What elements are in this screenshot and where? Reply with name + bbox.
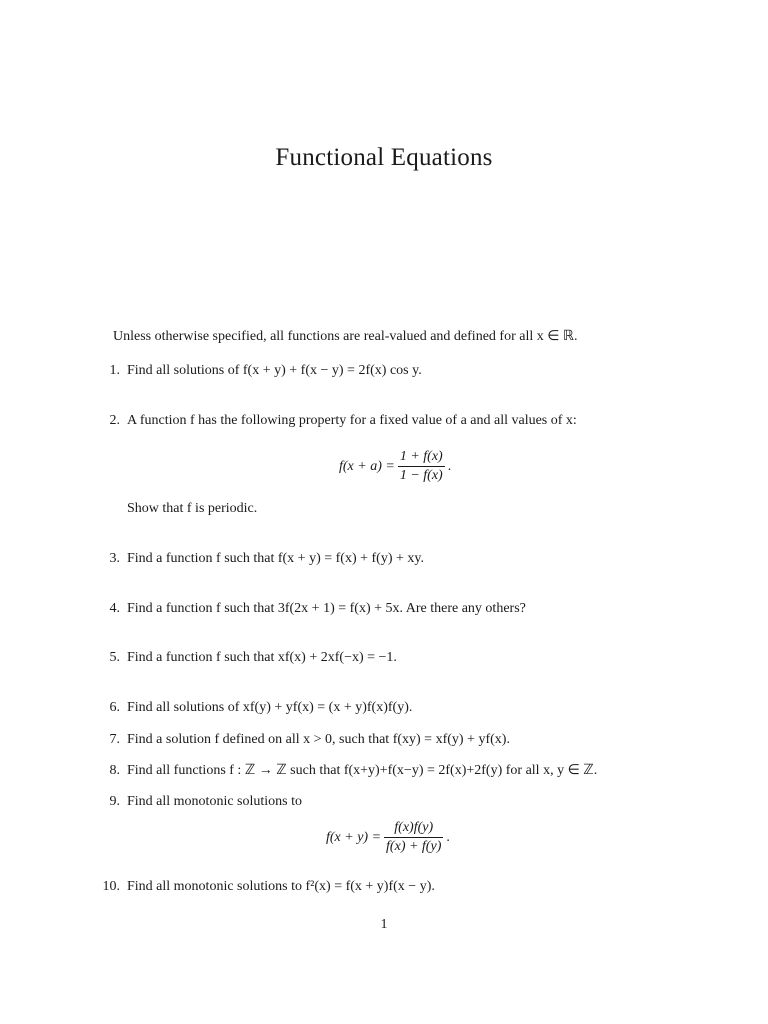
equation-end: . <box>446 829 450 845</box>
item-number: 6. <box>109 700 120 715</box>
display-equation <box>326 820 450 855</box>
page-number: 1 <box>380 917 388 932</box>
intro-text: Unless otherwise specified, all functions are real-valued and defined for all x ∈ ℝ. <box>113 329 578 344</box>
item-number: 4. <box>109 601 120 616</box>
item-number: 3. <box>109 551 120 566</box>
fraction-denominator: 1 − f(x) <box>399 468 443 483</box>
fraction <box>398 449 445 484</box>
item-text: Find a function f such that 3f(2x + 1) = f(x) + 5x. Are there any others? <box>127 601 526 616</box>
fraction <box>384 820 443 855</box>
item-text: Find all functions f : ℤ → ℤ such that f(x+y)+f(x−y) = 2f(x)+2f(y) for all x, y ∈ ℤ. <box>127 763 598 778</box>
equation-lhs: f(x + y) = <box>326 829 382 845</box>
item-text: Find all solutions of xf(y) + yf(x) = (x + y)f(x)f(y). <box>127 700 413 715</box>
item-number: 7. <box>109 732 120 747</box>
fraction-numerator: f(x)f(y) <box>394 820 434 835</box>
item-text: Find a function f such that xf(x) + 2xf(−x) = −1. <box>127 650 397 665</box>
item-text: A function f has the following property for a fixed value of a and all values of x: <box>127 413 577 428</box>
document-title: Functional Equations <box>275 144 493 171</box>
item-text: Find a function f such that f(x + y) = f(x) + f(y) + xy. <box>127 551 424 566</box>
item-number: 9. <box>109 794 120 809</box>
display-equation <box>339 449 451 484</box>
item-text: Find all solutions of f(x + y) + f(x − y) = 2f(x) cos y. <box>127 363 422 378</box>
item-number: 8. <box>109 763 120 778</box>
equation-end: . <box>447 458 452 474</box>
item-number: 2. <box>109 413 120 428</box>
item-text: Find all monotonic solutions to f²(x) = f(x + y)f(x − y). <box>127 879 435 894</box>
fraction-numerator: 1 + f(x) <box>399 449 443 464</box>
fraction-denominator: f(x) + f(y) <box>386 839 442 854</box>
item-number: 10. <box>102 879 120 894</box>
item-followup-text: Show that f is periodic. <box>127 501 258 516</box>
item-text: Find all monotonic solutions to <box>127 794 303 809</box>
equation-lhs: f(x + a) = <box>339 458 395 474</box>
item-number: 1. <box>109 363 120 378</box>
item-text: Find a solution f defined on all x > 0, such that f(xy) = xf(y) + yf(x). <box>127 732 510 747</box>
item-number: 5. <box>109 650 120 665</box>
